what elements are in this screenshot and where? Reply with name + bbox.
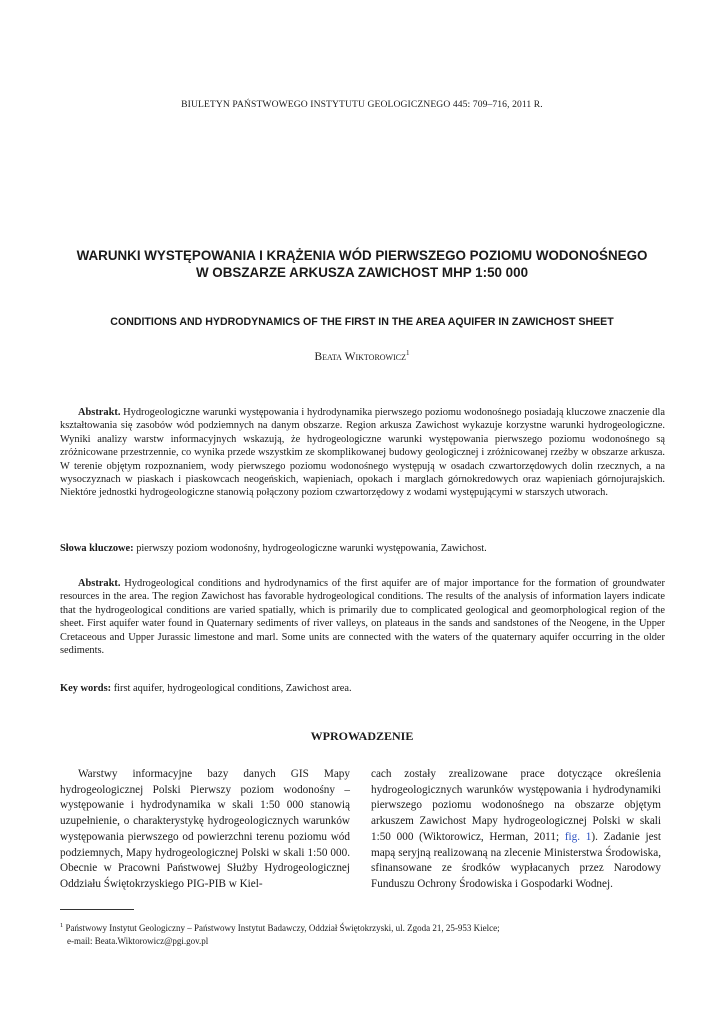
author-line bbox=[0, 349, 724, 363]
body-column-right bbox=[371, 767, 661, 893]
abstract-polish-label: Abstrakt. bbox=[78, 407, 121, 418]
figure-1-link[interactable]: fig. 1 bbox=[564, 830, 592, 843]
body-column-left: Warstwy informacyjne bazy danych GIS Mapy hydrogeologicznej Polski Pierwszy poziom wodonośny – występowanie i hydrodynamika w skali 1:50 000 stanowią uzupełnienie, o charakterystykę hydrogeologicznych warunków występowania pierwszego od powierzchni terenu poziomu wód podziemnych, Mapy hydrogeologicznej Polski w skali 1:50 000. Obecnie w Pracowni Państwowej Służby Hydrogeologicznej Oddziału Świętokrzyskiego PIG-PIB w Kiel- bbox=[60, 768, 350, 890]
author-name: Beata Wiktorowicz bbox=[314, 350, 406, 363]
keywords-polish-label: Słowa kluczowe: bbox=[60, 543, 134, 554]
title-polish bbox=[40, 247, 684, 281]
title-english: CONDITIONS AND HYDRODYNAMICS OF THE FIRST IN THE AREA AQUIFER IN ZAWICHOST SHEET bbox=[110, 316, 614, 328]
footnote-email: e-mail: Beata.Wiktorowicz@pgi.gov.pl bbox=[67, 935, 209, 946]
abstract-polish bbox=[60, 406, 665, 500]
keywords-english bbox=[60, 682, 665, 695]
author-footnote-mark[interactable]: 1 bbox=[406, 349, 410, 357]
footnote-divider bbox=[60, 909, 134, 910]
keywords-polish-text: pierwszy poziom wodonośny, hydrogeologiczne warunki występowania, Zawichost. bbox=[136, 543, 487, 554]
abstract-english-label: Abstrakt. bbox=[78, 578, 121, 589]
body-right-text-after: ). Zadanie jest mapą seryjną realizowaną na zlecenie Ministerstwa Środowiska, sfinansowane ze środków wypłacanych przez Narodowy Funduszu Ochrony Środowiska i Gospodarki Wodnej. bbox=[371, 830, 661, 890]
section-heading-introduction: WPROWADZENIE bbox=[310, 729, 414, 743]
abstract-english-text: Hydrogeological conditions and hydrodynamics of the first aquifer are of major importance for the formation of groundwater resources in the area. The region Zawichost has favorable hydrogeological conditions. The results of the analysis of information layers indicate that the hydrogeological conditions are varied spatially, which is primarily due to complicated geological and geomorphological region of the sheet. First aquifer water found in Quaternary sediments of river valleys, on plateaus in the sands and sandstones of the Neogene, in the Upper Cretaceous and Upper Jurassic limestone and marl. Some units are connected with the waters of the quaternary aquifer occurring in the older sediments. bbox=[60, 578, 665, 657]
abstract-polish-text: Hydrogeologiczne warunki występowania i hydrodynamika pierwszego poziomu wodonośnego posiadają kluczowe znaczenie dla kształtowania się zasobów wód podziemnych na danym obszarze. Region arkusza Zawichost wykazuje korzystne warunki hydrogeologiczne. Wyniki analizy warstw informacyjnych wskazują, że hydrogeologiczne warunki występowania pierwszego poziomu wodonośnego są zróżnicowane przestrzennie, co wynika przede wszystkim ze skomplikowanej budowy geologicznej i zróżnicowanej rzeźby w obszarze arkusza. W terenie objętym rozpoznaniem, wody pierwszego poziomu wodonośnego występują w osadach czwartorzędowych dolin rzecznych, a na wysoczyznach w piaskach i piaskowcach neogeńskich, wapieniach, opokach i marglach górnokredowych oraz wapieniach górnojurajskich. Niektóre jednostki hydrogeologiczne stanowią połączony poziom czwartorzędowy z wodami występującymi w starszych utworach. bbox=[60, 407, 665, 499]
keywords-polish bbox=[60, 542, 665, 555]
title-polish-line1: WARUNKI WYSTĘPOWANIA I KRĄŻENIA WÓD PIERWSZEGO POZIOMU WODONOŚNEGO bbox=[76, 248, 648, 263]
title-polish-line2: W OBSZARZE ARKUSZA ZAWICHOST MHP 1:50 000 bbox=[195, 265, 529, 280]
abstract-english bbox=[60, 577, 665, 657]
body-right-text-before: cach zostały zrealizowane prace dotyczące określenia hydrogeologicznych warunków występowania i hydrodynamiki pierwszego poziomu wodonośnego na obszarze objętym arkuszem Zawichost Mapy hydrogeologicznej Polski w skali 1:50 000 (Wiktorowicz, Herman, 2011; bbox=[371, 768, 661, 843]
running-head: BIULETYN PAŃSTWOWEGO INSTYTUTU GEOLOGICZNEGO 445: 709–716, 2011 R. bbox=[181, 99, 543, 110]
footnote-affiliation: Państwowy Instytut Geologiczny – Państwowy Instytut Badawczy, Oddział Świętokrzyski, ul. Zgoda 21, 25-953 Kielce; bbox=[65, 923, 500, 933]
footnote bbox=[60, 920, 670, 948]
keywords-english-label: Key words: bbox=[60, 683, 112, 694]
keywords-english-text: first aquifer, hydrogeological conditions, Zawichost area. bbox=[113, 683, 352, 694]
footnote-mark: 1 bbox=[60, 922, 64, 929]
